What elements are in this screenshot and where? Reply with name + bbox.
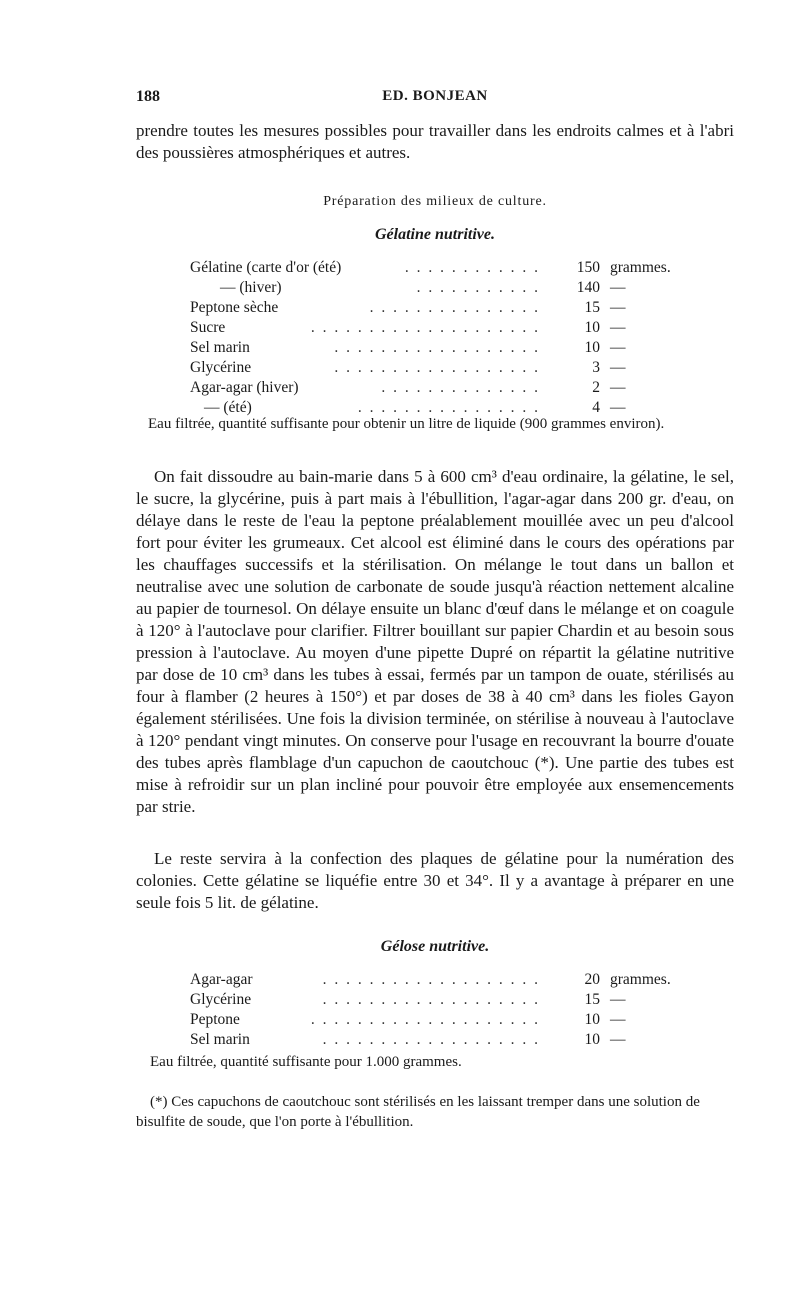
ingredient-unit: — (610, 379, 626, 396)
ingredient-label: Gélatine (carte d'or (été) (190, 259, 342, 276)
ingredient-label: — (hiver) (220, 279, 282, 296)
leader-dots: . . . . . . . . . . . . . . . . . . (334, 339, 540, 356)
ingredient-label: Sel marin (190, 1031, 250, 1048)
ingredient-quantity: 10 (584, 1011, 600, 1028)
ingredient-label: Agar-agar (hiver) (190, 379, 299, 396)
gelatine-title: Gélatine nutritive. (375, 226, 495, 243)
body-paragraph: On fait dissoudre au bain-marie dans 5 à 600 cm³ d'eau ordinaire, la gélatine, le sel, le sucre, la glycérine, puis à part mais à l'ébullition, l'agar-agar dans 200 gr. d'eau, on délaye dans le reste de l'eau la peptone préalablement mouillée avec un peu d'alcool fort pour éviter les grumeaux. Cet alcool est éliminé dans le cours des opérations par les chauffages successifs et la stérilisation. On mélange le tout dans un ballon et neutralise avec une solution de carbonate de soude jusqu'à réaction nettement alcaline au papier de tournesol. On délaye ensuite un blanc d'œuf dans le mélange et on coagule à 120° à l'autoclave pour clarifier. Filtrer bouillant sur papier Chardin et au besoin sous pression à l'autoclave. Au moyen d'une pipette Dupré on répartit la gélatine nutritive par dose de 10 cm³ dans les tubes à essai, fermés par un tampon de ouate, stérilisés au four à flamber (2 heures à 150°) et par doses de 38 à 40 cm³ dans les fioles Gayon également stérilisées. Une fois la division terminée, on stérilise à nouveau à l'autoclave à 120° pendant vingt minutes. On conserve pour l'usage en recouvrant la bourre d'ouate des tubes après flamblage d'un capuchon de caoutchouc (*). Une partie des tubes est mise à refroidir sur un plan incliné pour pouvoir être employée aux ensemencements par strie. (136, 467, 734, 816)
recipe-row (190, 358, 710, 378)
gelatine-recipe-table (190, 258, 710, 418)
ingredient-unit: — (610, 339, 626, 356)
leader-dots: . . . . . . . . . . . . . . (381, 379, 540, 396)
recipe-row (190, 278, 710, 298)
page-header (136, 88, 734, 110)
recipe-row (190, 990, 710, 1010)
ingredient-unit: — (610, 359, 626, 376)
ingredient-quantity: 140 (576, 279, 600, 296)
leader-dots: . . . . . . . . . . . . . . . . . . . (322, 991, 540, 1008)
ingredient-label: Glycérine (190, 359, 252, 376)
ingredient-quantity: 4 (592, 399, 600, 416)
leader-dots: . . . . . . . . . . . (416, 279, 540, 296)
leader-dots: . . . . . . . . . . . . (404, 259, 540, 276)
ingredient-quantity: 150 (576, 259, 600, 276)
ingredient-quantity: 10 (584, 319, 600, 336)
recipe-row (190, 338, 710, 358)
leader-dots: . . . . . . . . . . . . . . . . . . . . (310, 319, 540, 336)
footnote: (*) Ces capuchons de caoutchouc sont stérilisés en les laissant tremper dans une solution de bisulfite de soude, que l'on porte à l'ébullition. (136, 1094, 700, 1130)
page-number: 188 (136, 88, 160, 105)
recipe-row (190, 298, 710, 318)
ingredient-quantity: 15 (584, 991, 600, 1008)
ingredient-unit: — (610, 991, 626, 1008)
ingredient-unit: — (610, 1031, 626, 1048)
ingredient-quantity: 10 (584, 1031, 600, 1048)
ingredient-unit: grammes. (610, 971, 671, 988)
ingredient-quantity: 2 (592, 379, 600, 396)
ingredient-label: Glycérine (190, 991, 252, 1008)
recipe-row (190, 1030, 710, 1050)
ingredient-quantity: 10 (584, 339, 600, 356)
leader-dots: . . . . . . . . . . . . . . . . . . (334, 359, 540, 376)
running-head: ED. BONJEAN (382, 88, 488, 104)
section-title: Préparation des milieux de culture. (323, 194, 547, 209)
recipe-row (190, 378, 710, 398)
recipe-row (190, 1010, 710, 1030)
leader-dots: . . . . . . . . . . . . . . . . . . . . (310, 1011, 540, 1028)
gelose-title: Gélose nutritive. (380, 938, 490, 955)
gelose-recipe-table (190, 970, 710, 1050)
ingredient-unit: — (610, 1011, 626, 1028)
ingredient-label: — (été) (204, 399, 252, 416)
leader-dots: . . . . . . . . . . . . . . . . . . . (322, 971, 540, 988)
body-paragraph: Le reste servira à la confection des plaques de gélatine pour la numération des colonies. Cette gélatine se liquéfie entre 30 et 34°. Il y a avantage à préparer en une seule fois 5 lit. de gélatine. (136, 849, 734, 912)
ingredient-quantity: 15 (584, 299, 600, 316)
gelose-water-note: Eau filtrée, quantité suffisante pour 1.000 grammes. (150, 1054, 462, 1070)
ingredient-unit: — (610, 279, 626, 296)
ingredient-unit: — (610, 399, 626, 416)
ingredient-quantity: 3 (592, 359, 600, 376)
ingredient-label: Sucre (190, 319, 226, 336)
recipe-row (190, 970, 710, 990)
ingredient-quantity: 20 (584, 971, 600, 988)
ingredient-label: Peptone (190, 1011, 240, 1028)
intro-paragraph: prendre toutes les mesures possibles pour travailler dans les endroits calmes et à l'abri des poussières atmosphériques et autres. (136, 121, 734, 162)
recipe-row (190, 258, 710, 278)
ingredient-label: Agar-agar (190, 971, 253, 988)
leader-dots: . . . . . . . . . . . . . . . (369, 299, 540, 316)
recipe-row (190, 318, 710, 338)
leader-dots: . . . . . . . . . . . . . . . . . . . (322, 1031, 540, 1048)
ingredient-label: Peptone sèche (190, 299, 279, 316)
ingredient-unit: — (610, 299, 626, 316)
leader-dots: . . . . . . . . . . . . . . . . (357, 399, 540, 416)
ingredient-unit: — (610, 319, 626, 336)
ingredient-unit: grammes. (610, 259, 671, 276)
ingredient-label: Sel marin (190, 339, 250, 356)
gelatine-water-note: Eau filtrée, quantité suffisante pour obtenir un litre de liquide (900 grammes environ). (148, 416, 665, 432)
